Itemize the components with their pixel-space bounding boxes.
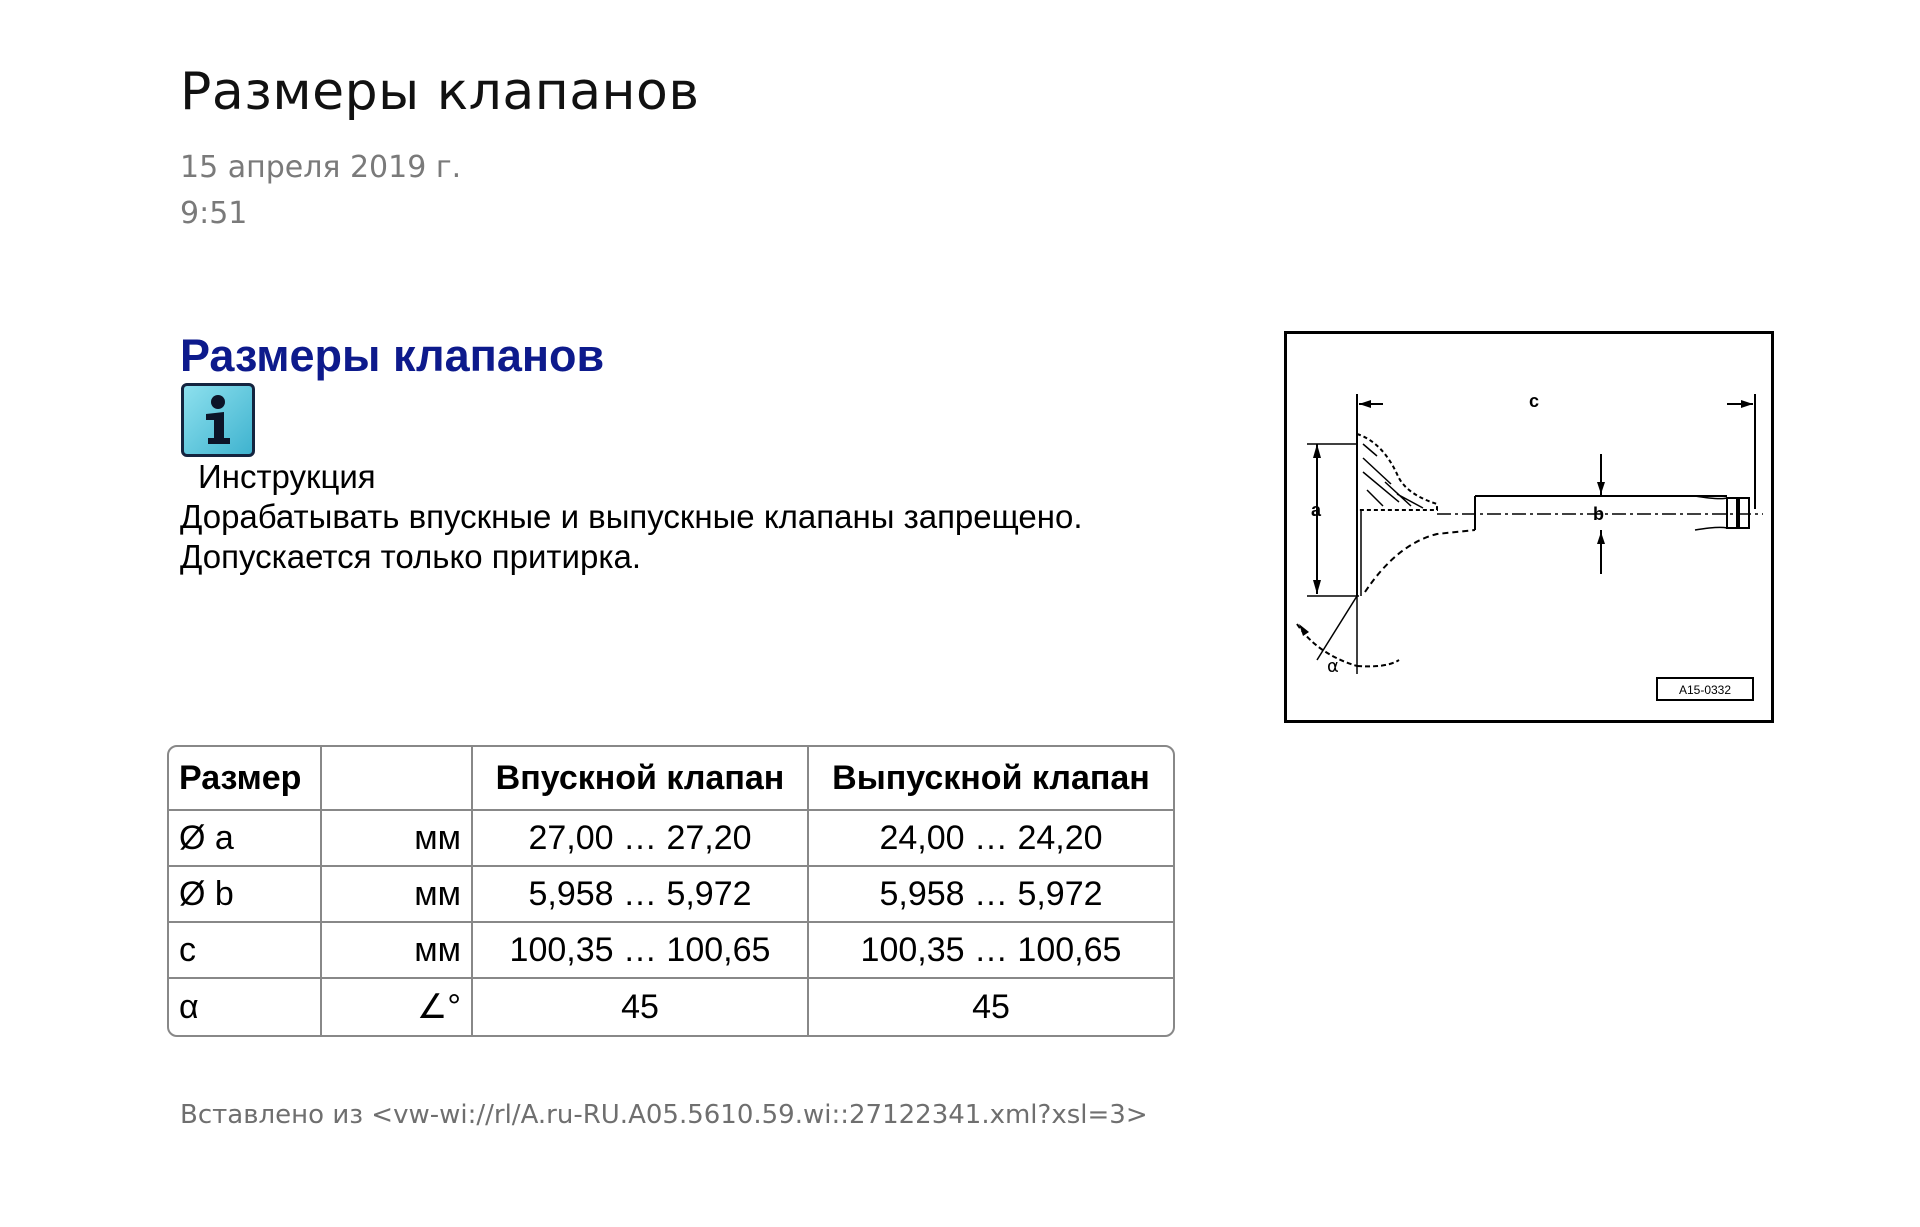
cell-unit: мм <box>322 811 473 867</box>
cell-exhaust: 24,00 … 24,20 <box>809 811 1173 867</box>
cell-intake: 45 <box>473 979 809 1035</box>
cell-unit: мм <box>322 923 473 979</box>
table-row <box>169 811 1173 867</box>
page-title: Размеры клапанов <box>180 62 700 122</box>
cell-intake: 27,00 … 27,20 <box>473 811 809 867</box>
header-exhaust: Выпускной клапан <box>809 747 1173 811</box>
ref-code: A15-0332 <box>1678 683 1732 697</box>
instruction-line: Дорабатывать впускные и выпускные клапаны запрещено. <box>180 498 1083 535</box>
cell-exhaust: 5,958 … 5,972 <box>809 867 1173 923</box>
cell-size: Ø b <box>169 867 322 923</box>
label-a: a <box>1311 500 1322 520</box>
note-time: 9:51 <box>180 196 248 231</box>
table-row <box>169 979 1173 1035</box>
header-unit <box>322 747 473 811</box>
arrow-a-top <box>1313 444 1321 458</box>
instruction-line: Допускается только притирка. <box>180 538 642 575</box>
note-date: 15 апреля 2019 г. <box>180 150 462 185</box>
info-icon <box>181 383 255 457</box>
cell-exhaust: 100,35 … 100,65 <box>809 923 1173 979</box>
table-header-row <box>169 747 1173 811</box>
valve-dimensions-table <box>167 745 1175 1037</box>
section-heading: Размеры клапанов <box>180 330 605 381</box>
cell-unit: мм <box>322 867 473 923</box>
valve-diagram <box>1284 331 1774 723</box>
cell-intake: 5,958 … 5,972 <box>473 867 809 923</box>
arrow-a-bottom <box>1313 580 1321 594</box>
header-intake: Впускной клапан <box>473 747 809 811</box>
cell-exhaust: 45 <box>972 987 1010 1026</box>
label-b: b <box>1593 504 1604 524</box>
cell-size: Ø a <box>169 811 322 867</box>
cell-intake: 100,35 … 100,65 <box>473 923 809 979</box>
label-c: c <box>1528 391 1540 411</box>
table-row <box>169 923 1173 979</box>
arrow-b-bottom <box>1597 532 1605 544</box>
valve-drawing <box>1287 334 1771 720</box>
arrow-alpha <box>1299 624 1309 636</box>
source-link[interactable]: Вставлено из <vw-wi://rl/A.ru-RU.A05.5610.59.wi::27122341.xml?xsl=3> <box>180 1100 1148 1130</box>
arrow-c-right <box>1741 400 1753 408</box>
arrow-c-left <box>1359 400 1371 408</box>
arrow-b-top <box>1597 482 1605 494</box>
cell-size: c <box>169 923 322 979</box>
instruction-label: Инструкция <box>198 458 376 495</box>
cell-unit: ∠° <box>322 979 473 1035</box>
cell-size: α <box>169 979 322 1035</box>
header-size: Размер <box>169 747 322 811</box>
label-alpha: α <box>1327 656 1339 677</box>
table-row <box>169 867 1173 923</box>
